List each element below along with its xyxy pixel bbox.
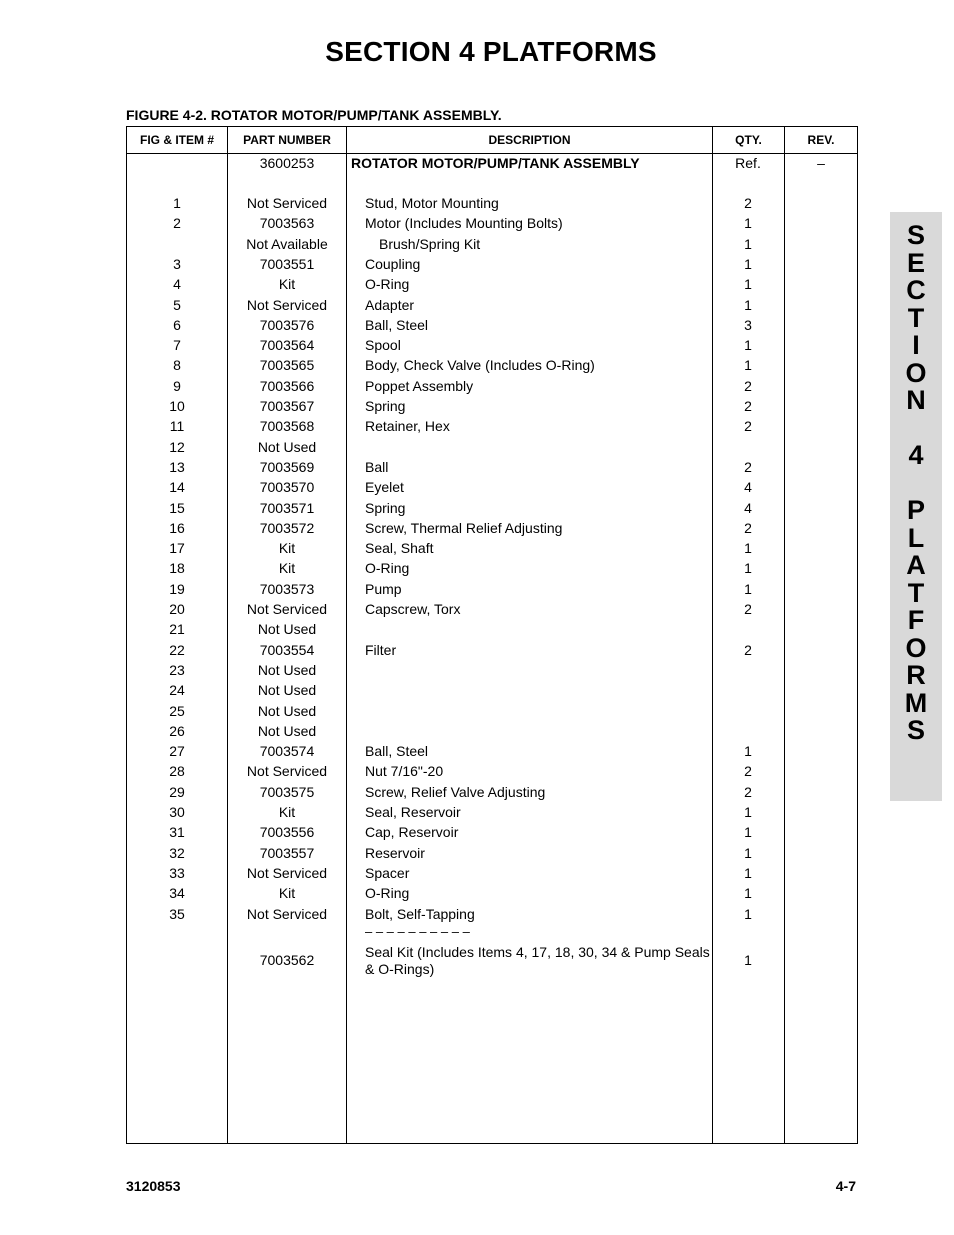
description: Coupling [365,255,421,272]
side-tab-letter: F [907,605,925,635]
quantity: 1 [744,235,752,252]
header-fig-item: FIG & ITEM # [139,133,214,147]
description: Seal, Shaft [365,540,434,557]
description: Pump [365,580,402,597]
quantity: 4 [744,499,752,516]
figure-title: FIGURE 4-2. ROTATOR MOTOR/PUMP/TANK ASSEMBLY. [126,107,502,123]
side-tab-letter: C [906,275,926,305]
description: Spool [365,337,401,354]
part-number: 7003570 [259,479,315,496]
quantity: 1 [744,540,752,557]
part-number: 7003567 [259,398,315,414]
description: O-Ring [365,276,410,293]
description: Spring [365,499,406,516]
fig-item-number: 22 [169,641,185,658]
side-tab-letter: N [906,385,926,415]
quantity: 2 [744,601,752,617]
description: Cap, Reservoir [365,824,459,841]
part-number: 7003572 [259,519,315,536]
side-tab-letter: A [906,550,926,580]
description: Motor (Includes Mounting Bolts) [365,215,563,232]
quantity: 2 [744,398,752,414]
fig-item-number: 7 [173,337,181,354]
part-number: 7003569 [259,458,315,475]
side-tab-letter: L [907,522,925,553]
fig-item-number: 13 [169,458,185,475]
part-number: 7003551 [259,255,315,272]
quantity: 1 [744,905,752,922]
quantity: 1 [744,296,752,313]
fig-item-number: 12 [169,438,185,455]
description: Reservoir [365,844,425,861]
part-number: Not Used [257,621,317,638]
quantity: 2 [744,763,752,780]
quantity: 2 [744,458,752,475]
fig-item-number: 17 [169,540,185,557]
fig-item-number: 9 [173,377,181,394]
quantity: 1 [744,743,752,760]
part-number: Not Serviced [246,864,328,881]
header-qty: QTY. [735,133,762,147]
fig-item-number: 30 [169,804,185,820]
document-number: 3120853 [126,1178,181,1194]
quantity: 3 [744,316,752,333]
side-tab-letter: O [905,357,927,388]
fig-item-number: 24 [169,682,185,699]
quantity: 1 [744,804,752,820]
part-number: Not Serviced [246,601,328,617]
part-number: Not Serviced [246,195,328,211]
part-number: Not Used [257,682,317,699]
quantity: 1 [744,580,752,597]
description: Retainer, Hex [365,418,450,435]
description: Poppet Assembly [365,377,474,394]
column-divider [346,127,347,1143]
side-tab-letter: T [907,302,925,333]
description: Bolt, Self-Tapping [365,905,475,922]
side-tab-letter: 4 [908,440,924,470]
part-number: Not Serviced [246,905,328,922]
part-number: Not Available [246,235,328,252]
side-tab-letter: P [906,495,925,525]
section-side-tab [890,212,942,801]
fig-item-number: 11 [169,418,185,435]
quantity: 1 [744,864,752,881]
fig-item-number: 8 [173,357,181,374]
side-tab-letter: S [906,220,925,250]
page-title: SECTION 4 PLATFORMS [325,36,657,67]
fig-item-number: 32 [169,844,185,861]
quantity: 1 [744,215,752,232]
side-tab-letter: E [906,247,925,278]
page-number: 4-7 [835,1178,856,1194]
part-number: Not Used [257,661,317,678]
part-number: 7003565 [259,357,315,374]
fig-item-number: 6 [173,316,181,333]
quantity: 2 [744,418,752,435]
side-tab-letter: R [906,660,926,690]
quantity: 1 [744,824,752,841]
description: Body, Check Valve (Includes O-Ring) [365,357,595,374]
description: Brush/Spring Kit [379,235,481,252]
description-continued: & O-Rings) [365,961,435,977]
part-number: 7003557 [259,844,315,861]
quantity: 2 [744,783,752,800]
fig-item-number: 35 [169,905,185,922]
quantity: 1 [744,357,752,374]
quantity: 4 [744,479,752,496]
side-tab-letter: O [905,632,927,663]
header-part-number: PART NUMBER [243,133,331,147]
fig-item-number: 23 [169,661,185,678]
description: Seal Kit (Includes Items 4, 17, 18, 30, 34 & Pump Seals [365,944,710,960]
side-tab-letter: I [912,330,920,360]
separator-line: – – – – – – – – – – [365,924,470,939]
description: ROTATOR MOTOR/PUMP/TANK ASSEMBLY [351,155,640,171]
description: Spring [365,398,406,414]
part-number: Not Used [257,722,317,739]
part-number: Not Used [257,702,317,719]
part-number: Kit [278,560,296,577]
fig-item-number: 10 [169,398,185,414]
fig-item-number: 29 [169,783,185,800]
fig-item-number: 27 [169,743,185,760]
part-number: Not Used [257,438,317,455]
part-number: 7003554 [259,641,315,658]
part-number: 3600253 [259,155,315,171]
side-tab-letter: T [907,577,925,608]
description: Capscrew, Torx [365,601,461,617]
side-tab-letter: M [904,687,928,718]
quantity: 1 [744,885,752,902]
part-number: Kit [278,276,296,293]
column-divider [784,127,785,1143]
header-description: DESCRIPTION [488,133,571,147]
part-number: Kit [278,540,296,557]
fig-item-number: 33 [169,864,185,881]
description: Ball, Steel [365,743,429,760]
part-number: 7003568 [259,418,315,435]
fig-item-number: 5 [173,296,181,313]
part-number: 7003556 [259,824,315,841]
fig-item-number: 31 [169,824,185,841]
revision: – [817,155,825,171]
part-number: 7003566 [259,377,315,394]
part-number: 7003575 [259,783,315,800]
description: Spacer [365,864,410,881]
description: O-Ring [365,560,410,577]
fig-item-number: 15 [169,499,185,516]
fig-item-number: 21 [169,621,185,638]
quantity: 1 [744,952,752,968]
quantity: 2 [744,377,752,394]
quantity: 1 [744,560,752,577]
side-tab-letter: S [906,715,925,745]
description: Screw, Thermal Relief Adjusting [365,519,563,536]
part-number: Not Serviced [246,296,328,313]
description: Nut 7/16"-20 [365,763,444,780]
fig-item-number: 14 [169,479,185,496]
description: Adapter [365,296,415,313]
quantity: 1 [744,255,752,272]
fig-item-number: 26 [169,722,185,739]
fig-item-number: 16 [169,519,185,536]
quantity: Ref. [735,155,761,171]
part-number: 7003562 [259,952,315,968]
part-number: Kit [278,804,296,820]
fig-item-number: 2 [173,215,181,232]
description: Filter [365,641,397,658]
quantity: 1 [744,844,752,861]
part-number: 7003564 [259,337,315,354]
fig-item-number: 19 [169,580,185,597]
fig-item-number: 25 [169,702,185,719]
fig-item-number: 4 [173,276,181,293]
quantity: 2 [744,519,752,536]
quantity: 2 [744,195,752,211]
description: Screw, Relief Valve Adjusting [365,783,546,800]
part-number: Kit [278,885,296,902]
fig-item-number: 3 [173,255,181,272]
description: Ball, Steel [365,316,429,333]
fig-item-number: 34 [169,885,185,902]
fig-item-number: 18 [169,560,185,577]
header-rev: REV. [807,133,835,147]
part-number: 7003563 [259,215,315,232]
part-number: 7003574 [259,743,315,760]
description: Stud, Motor Mounting [365,195,499,211]
part-number: 7003573 [259,580,315,597]
part-number: Not Serviced [246,763,328,780]
fig-item-number: 20 [169,601,185,617]
quantity: 1 [744,337,752,354]
description: O-Ring [365,885,410,902]
description: Seal, Reservoir [365,804,461,820]
quantity: 2 [744,641,752,658]
part-number: 7003576 [259,316,315,333]
fig-item-number: 28 [169,763,185,780]
header-divider [127,153,857,154]
parts-table [126,126,858,1144]
description: Ball [365,458,389,475]
part-number: 7003571 [259,499,315,516]
quantity: 1 [744,276,752,293]
description: Eyelet [365,479,404,496]
fig-item-number: 1 [173,195,181,211]
